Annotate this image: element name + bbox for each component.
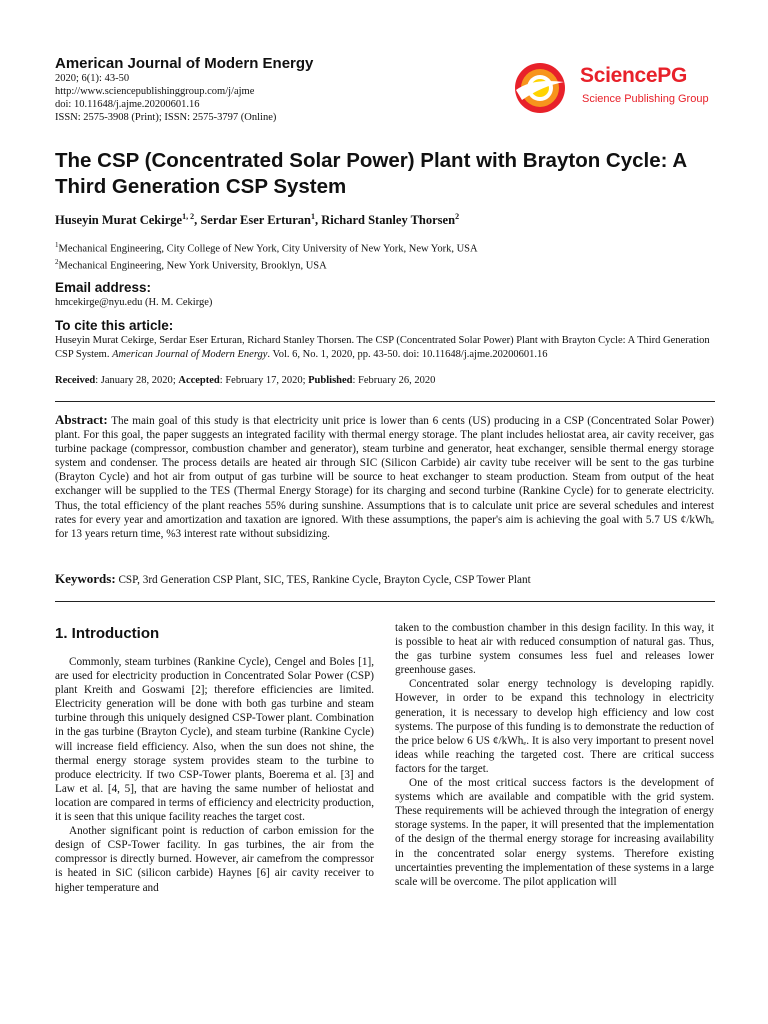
affiliation	[55, 258, 327, 272]
keywords-text: CSP, 3rd Generation CSP Plant, SIC, TES, Rankine Cycle, Brayton Cycle, CSP Tower Plant	[118, 574, 531, 586]
affiliation-mark: 1	[55, 241, 59, 249]
published-label: Published	[308, 375, 353, 386]
journal-issue: 2020; 6(1): 43-50	[55, 73, 130, 84]
paragraph: taken to the combustion chamber in this design facility. In this way, it is possible to heat air with reduced consumption of natural gas. Thus, the gas turbine system consumes less fuel and releases lower greenhouse gases.	[395, 622, 714, 677]
citation-part: . Vol. 6, No. 1, 2020, pp. 43-50. doi: 10.11648/j.ajme.20200601.16	[267, 349, 548, 360]
accepted-label: Accepted	[178, 375, 220, 386]
author-name: Huseyin Murat Cekirge	[55, 213, 183, 228]
email-heading: Email address:	[55, 280, 152, 295]
affiliation	[55, 241, 478, 255]
sciencepg-logo	[512, 60, 712, 116]
paragraph: Concentrated solar energy technology is developing rapidly. However, in order to be expand this technology in electricity generation, it is necessary to develop high efficiency and low cost systems. The purpose of this funding is to demonstrate the reduction of the price below 6 US ¢/kWhₑ. It is also very important to present novel ideas while reaching the targeted cost. There are critical success factors for the target.	[395, 678, 714, 775]
affiliation-text: Mechanical Engineering, City College of New York, City University of New York, New York, USA	[58, 243, 478, 255]
paragraph: Commonly, steam turbines (Rankine Cycle), Cengel and Boles [1], are used for electricity production in Concentrated Solar Power (CSP) plant Kreith and Goswami [2]; therefore efficiencies are limited. Electricity generation will be done with both gas turbine and steam turbine through this uniquely designed CSP-Tower plant. Combination in the gas turbine (Brayton Cycle), and steam turbine (Rankine Cycle) will increase field efficiency. Also, when the sun does not shine, the thermal energy storage system provides steam to the turbine to produce electricity. If two CSP-Tower plants, Boerema et al. [3] and Law et al. [4, 5], that are having the same number of heliostat and location are compared in terms of efficiency and electricity production, it is seen that this unique facility reaches the target cost.	[55, 656, 374, 824]
logo-swirl-icon	[512, 60, 576, 116]
keywords	[55, 571, 531, 587]
citation-part: Huseyin Murat Cekirge, Serdar Eser Erturan, Richard Stanley Thorsen. The CSP (Concentrated Solar Power) Plant with Brayton Cycle: A Third Generation CSP System.	[55, 335, 710, 360]
left-column	[55, 655, 374, 895]
citation-text	[55, 334, 715, 362]
accepted-date: February 17, 2020	[225, 375, 303, 386]
author-affiliation-mark: 1, 2	[182, 212, 195, 221]
affiliation-text: Mechanical Engineering, New York University, Brooklyn, USA	[58, 260, 327, 272]
received-label: Received	[55, 375, 96, 386]
author-list: Huseyin Murat Cekirge$^{1, 2}$, Serdar Eser Erturan$^1$, Richard Stanley Thorsen$^2$	[55, 212, 460, 228]
keywords-label: Keywords:	[55, 571, 116, 586]
divider	[55, 601, 715, 602]
author-name: Richard Stanley Thorsen	[321, 213, 456, 228]
email-owner: (H. M. Cekirge)	[144, 297, 213, 308]
journal-issn: ISSN: 2575-3908 (Print); ISSN: 2575-3797 (Online)	[55, 112, 277, 123]
abstract	[55, 413, 714, 541]
author-name: Serdar Eser Erturan	[200, 213, 311, 228]
logo-subtext: Science Publishing Group	[582, 93, 709, 105]
right-column	[395, 621, 714, 889]
email-link[interactable]: hmcekirge@nyu.edu	[55, 297, 143, 308]
affiliation-mark: 2	[55, 258, 59, 266]
published-date: February 26, 2020	[358, 375, 436, 386]
logo-text: SciencePG	[580, 64, 688, 87]
email-line	[55, 296, 212, 310]
section-heading: 1. Introduction	[55, 625, 160, 642]
abstract-text: The main goal of this study is that electricity unit price is lower than 6 cents (US) producing in a CSP (Concentrated Solar Power) plant. For this goal, the paper suggests an integrated facility with thermal energy storage. The plant includes heliostat area, air cavity receiver, gas turbine package (compressor, combustion chamber and generator), steam turbine and generator, heat exchanger, sensible thermal energy storage system and condenser. The process details are heated air through SIC (Silicon Carbide) air cavity tube receiver will be sent to the gas turbine (Brayton Cycle) and hot air from output of gas turbine will be source to heat exchanger to steam production. Steam from output of the heat exchanger will be supplied to the TES (Thermal Energy Storage) for its charging and second turbine (Rankine Cycle) for to generate electricity. Thus, the total efficiency of the plant reaches 55% during sunshine. Assumptions that is to calculate unit price are several schedules and interest rates for every year and amortization and taxation are ignored. With these assumptions, the paper's aim is achieving the goal with 5.7 US ¢/kWhₑ for 13 years return time, %3 interest rate without subsidizing.	[55, 415, 714, 540]
journal-doi: doi: 10.11648/j.ajme.20200601.16	[55, 99, 200, 110]
received-date: January 28, 2020	[100, 375, 173, 386]
abstract-label: Abstract:	[55, 412, 108, 427]
journal-name: American Journal of Modern Energy	[55, 55, 314, 72]
journal-url[interactable]: http://www.sciencepublishinggroup.com/j/ajme	[55, 86, 255, 97]
cite-heading: To cite this article:	[55, 318, 174, 333]
author-affiliation-mark: 2	[455, 212, 460, 221]
article-title: The CSP (Concentrated Solar Power) Plant with Brayton Cycle: A Third Generation CSP System	[55, 149, 687, 198]
paragraph: Another significant point is reduction of carbon emission for the design of CSP-Tower facility. In gas turbines, the air from the compressor is directly burned. However, air camefrom the compressor is heated in SiC (silicon carbide) Haynes [6] air cavity receiver to higher temperature and	[55, 825, 374, 894]
citation-journal: American Journal of Modern Energy	[112, 349, 268, 360]
author-affiliation-mark: 1	[310, 212, 315, 221]
paragraph: One of the most critical success factors is the development of systems which are available and compatible with the grid system. These requirements will be achieved through the integration of energy storage systems. In the paper, it will presented that the implementation of the design of the thermal energy storage for increasing availability in the concentrated solar energy systems. Therefore existing uncertainties preventing the implementation of these systems in a large scale will be overcome. The pilot application will	[395, 777, 714, 888]
divider	[55, 401, 715, 402]
publication-dates: Received: January 28, 2020; Accepted: February 17, 2020; Published: February 26, 2020	[55, 375, 436, 386]
